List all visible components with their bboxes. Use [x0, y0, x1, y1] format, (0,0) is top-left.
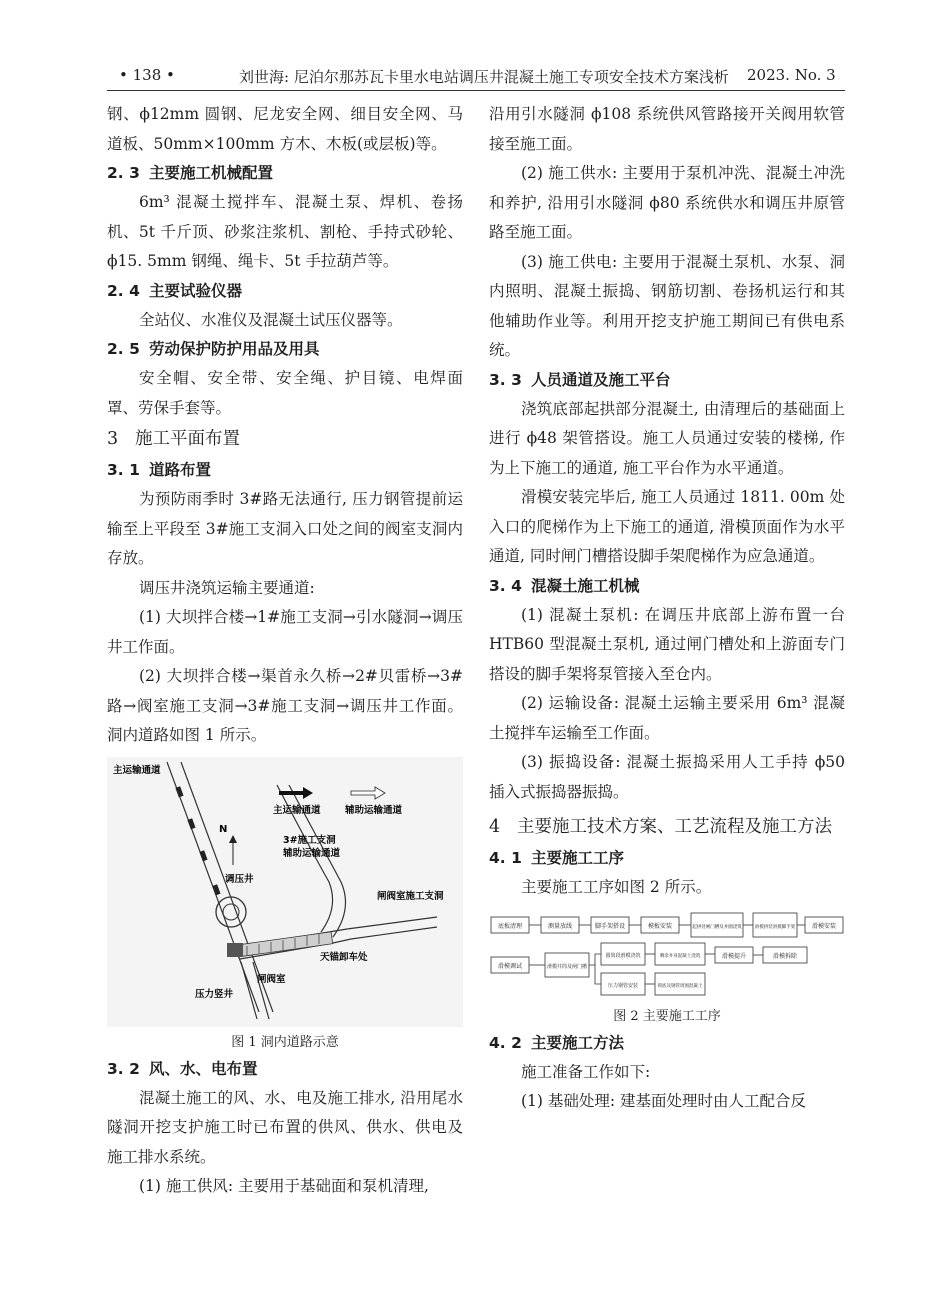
process-flowchart — [489, 909, 845, 1001]
north-label: N — [219, 823, 228, 835]
section-heading-3: 3 施工平面布置 — [107, 429, 240, 449]
paragraph: (2) 运输设备: 混凝土运输主要采用 6m³ 混凝土搅拌车运输至工作面。 — [489, 694, 845, 742]
label-pressure-shaft: 压力竖井 — [195, 988, 234, 1000]
fc-step: 滑模拼装滑模脚手架 — [754, 924, 796, 930]
paragraph: 钢、ϕ12mm 圆钢、尼龙安全网、细目安全网、马道板、50mm×100mm 方木、木板(或层板)等。 — [107, 105, 463, 153]
fc-step: 起拱处闸门槽及井圈浇筑 — [692, 924, 742, 930]
label-valve-room: 闸阀室 — [257, 973, 286, 985]
section-heading-4: 4 主要施工技术方案、工艺流程及施工方法 — [489, 817, 832, 837]
fc-step: 滑模调试 — [497, 962, 523, 970]
section-heading-3-1: 3. 1 道路布置 — [107, 461, 212, 479]
paragraph: 全站仪、水准仪及混凝土试压仪器等。 — [139, 310, 403, 329]
label-surge-well: 调压井 — [225, 873, 254, 885]
paragraph: 主要施工工序如图 2 所示。 — [521, 878, 712, 896]
section-heading-3-2: 3. 2 风、水、电布置 — [107, 1059, 258, 1078]
fc-step: 滑模拆除 — [772, 952, 798, 960]
fc-step: 模板安装 — [647, 922, 673, 930]
paragraph: (3) 振捣设备: 混凝土振捣采用人工手持 ϕ50 插入式振捣器振捣。 — [489, 753, 845, 801]
paragraph: 滑模安装完毕后, 施工人员通过 1811. 00m 处入口的爬梯作为上下施工的通道, 滑模顶面作为水平通道, 同时闸门槽搭设脚手架爬梯作为应急通道。 — [489, 488, 845, 565]
paragraph: (3) 施工供电: 主要用于混凝土泵机、水泵、洞内照明、混凝土振捣、钢筋切割、卷扬机运行和其他辅助作业等。利用开挖支护施工期间已有供电系统。 — [489, 252, 845, 359]
valve-room-block — [227, 943, 243, 957]
paragraph: 安全帽、安全带、安全绳、护目镜、电焊面罩、劳保手套等。 — [107, 369, 463, 417]
label-crane-unload: 天锚卸车处 — [320, 951, 368, 963]
figure-1 — [107, 757, 463, 1055]
left-column — [107, 100, 463, 1202]
fc-step: 脚手架搭设 — [594, 922, 626, 930]
section-heading-2-3: 2. 3 主要施工机械配置 — [107, 164, 274, 182]
label-main-tunnel: 主运输通道 — [113, 764, 161, 776]
figure-2-caption: 图 2 主要施工工序 — [613, 1008, 721, 1024]
fc-step: 锁底及钢管周围混凝土 — [657, 983, 703, 989]
paragraph: 6m³ 混凝土搅拌车、混凝土泵、焊机、卷扬机、5t 千斤顶、砂浆注浆机、割枪、手持式砂轮、ϕ15. 5mm 钢绳、绳卡、5t 手拉葫芦等。 — [107, 193, 463, 270]
label-valve-adit: 闸阀室施工支洞 — [377, 890, 444, 902]
fc-step: 滑模井筒及闸门槽 — [546, 963, 588, 970]
fc-step: 圆筒段滑模浇筑 — [605, 952, 641, 959]
section-heading-4-1: 4. 1 主要施工工序 — [489, 849, 625, 867]
fc-step: 滑模提升 — [721, 952, 747, 960]
paragraph: 混凝土施工的风、水、电及施工排水, 沿用尾水隧洞开挖支护施工时已布置的供风、供水、供电及施工排水系统。 — [107, 1088, 463, 1166]
fc-step: 底板清理 — [497, 922, 523, 930]
legend-aux-label: 辅助运输通道 — [345, 804, 403, 816]
issue-number: 2023. No. 3 — [747, 66, 836, 84]
fc-step: 剩余井身混凝土浇筑 — [659, 953, 701, 959]
fc-step: 测量放线 — [547, 922, 573, 930]
paragraph: (2) 施工供水: 主要用于泵机冲洗、混凝土冲洗和养护, 沿用引水隧洞 ϕ80 系统供水和调压井原管路至施工面。 — [489, 164, 845, 241]
section-heading-3-4: 3. 4 混凝土施工机械 — [489, 576, 640, 595]
paragraph: 调压井浇筑运输主要通道: — [139, 578, 315, 597]
label-aux-channel: 辅助运输通道 — [283, 847, 341, 859]
fc-step: 滑模安装 — [811, 922, 837, 930]
paragraph: 为预防雨季时 3#路无法通行, 压力钢管提前运输至上平段至 3#施工支洞入口处之间的阀室支洞内存放。 — [107, 490, 463, 567]
page-header — [107, 60, 845, 91]
fc-step: 压力钢管安装 — [607, 982, 639, 989]
figure-2 — [489, 909, 845, 1029]
running-title: 刘世海: 尼泊尔那苏瓦卡里水电站调压井混凝土施工专项安全技术方案浅析 — [239, 68, 729, 86]
paragraph: (1) 基础处理: 建基面处理时由人工配合反 — [521, 1092, 807, 1110]
paragraph: (2) 大坝拌合楼→渠首永久桥→2#贝雷桥→3#路→阀室施工支洞→3#施工支洞→调压井工作面。洞内道路如图 1 所示。 — [107, 667, 463, 744]
section-heading-3-3: 3. 3 人员通道及施工平台 — [489, 370, 671, 389]
legend-main-label: 主运输通道 — [273, 804, 321, 816]
section-heading-2-4: 2. 4 主要试验仪器 — [107, 281, 243, 300]
paragraph: (1) 施工供风: 主要用于基础面和泵机清理, — [139, 1177, 429, 1195]
section-heading-2-5: 2. 5 劳动保护防护用品及用具 — [107, 340, 320, 358]
paragraph: 沿用引水隧洞 ϕ108 系统供风管路接开关阀用软管接至施工面。 — [489, 105, 845, 153]
tunnel-road-diagram — [107, 757, 463, 1027]
paragraph: 施工准备工作如下: — [521, 1062, 651, 1081]
paragraph: (1) 大坝拌合楼→1#施工支洞→引水隧洞→调压井工作面。 — [107, 608, 463, 656]
page-number: • 138 • — [119, 66, 175, 84]
section-heading-4-2: 4. 2 主要施工方法 — [489, 1033, 625, 1052]
right-column — [489, 100, 845, 1117]
paragraph: 浇筑底部起拱部分混凝土, 由清理后的基础面上进行 ϕ48 架管搭设。施工人员通过安装的楼梯, 作为上下施工的通道, 施工平台作为水平通道。 — [489, 399, 845, 477]
figure-1-caption: 图 1 洞内道路示意 — [231, 1034, 339, 1050]
label-adit-3: 3#施工支洞 — [283, 834, 336, 846]
paragraph: (1) 混凝土泵机: 在调压井底部上游布置一台 HTB60 型混凝土泵机, 通过闸门槽处和上游面专门搭设的脚手架将泵管接入至仓内。 — [489, 605, 845, 683]
